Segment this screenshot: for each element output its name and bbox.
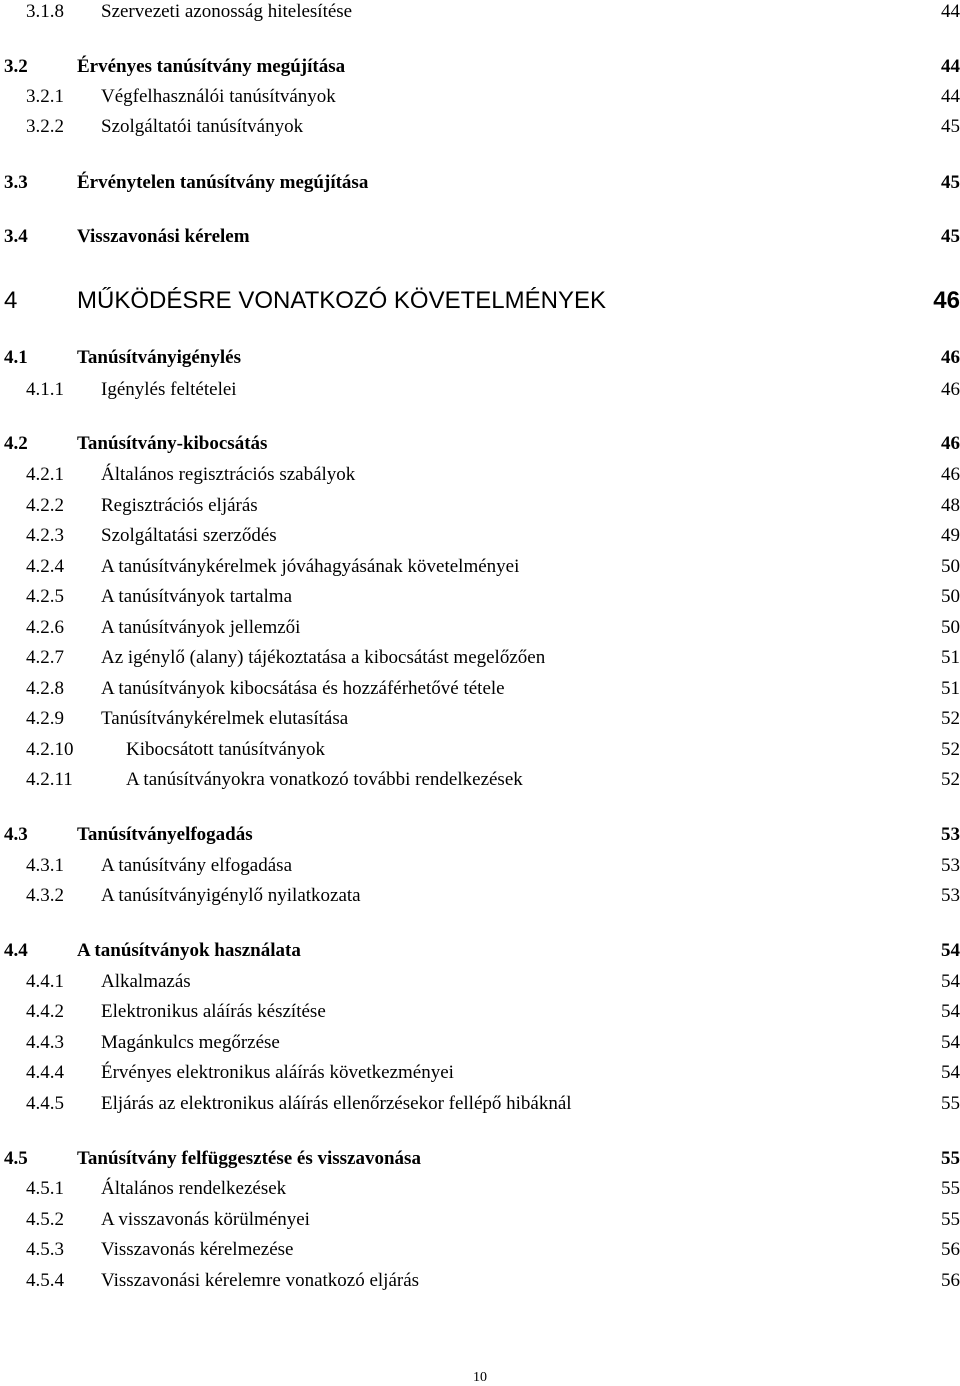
toc-entry-title: Tanúsítvány felfüggesztése és visszavonása: [77, 1148, 421, 1169]
toc-entry-title: Érvényes tanúsítvány megújítása: [77, 56, 346, 77]
toc-entry-number: 4.2.11: [26, 769, 73, 790]
toc-entry-page: 55: [941, 1209, 960, 1230]
toc-entry-page: 51: [941, 678, 960, 699]
toc-entry[interactable]: [0, 1177, 960, 1201]
toc-entry-number: 3.2: [4, 56, 28, 77]
toc-entry-number: 4.2.3: [26, 525, 64, 546]
toc-entry-page: 44: [941, 86, 960, 107]
toc-entry[interactable]: [0, 585, 960, 609]
toc-entry[interactable]: [0, 1031, 960, 1055]
toc-entry[interactable]: [0, 854, 960, 878]
toc-entry-number: 4.4.4: [26, 1062, 64, 1083]
toc-entry-page: 46: [941, 379, 960, 400]
toc-entry-page: 51: [941, 647, 960, 668]
toc-entry[interactable]: [0, 1238, 960, 1262]
toc-entry[interactable]: [0, 646, 960, 670]
toc-entry-page: 54: [941, 1032, 960, 1053]
toc-entry-page: 53: [941, 885, 960, 906]
toc-entry[interactable]: [0, 555, 960, 579]
toc-entry-page: 44: [941, 1, 960, 22]
toc-entry-title: Érvénytelen tanúsítvány megújítása: [77, 172, 369, 193]
toc-entry-number: 4.4.1: [26, 971, 64, 992]
toc-entry-page: 55: [941, 1148, 960, 1169]
toc-entry-page: 55: [941, 1093, 960, 1114]
page-number: 10: [473, 1370, 487, 1385]
toc-entry[interactable]: [0, 494, 960, 518]
toc-entry-number: 3.1.8: [26, 1, 64, 22]
toc-entry-title: Végfelhasználói tanúsítványok: [101, 86, 336, 107]
toc-entry-number: 4.2.7: [26, 647, 64, 668]
toc-entry[interactable]: [0, 738, 960, 762]
toc-entry[interactable]: [0, 616, 960, 640]
toc-entry-page: 44: [941, 56, 960, 77]
toc-entry[interactable]: [0, 346, 960, 370]
toc-entry-page: 56: [941, 1239, 960, 1260]
toc-entry[interactable]: [0, 55, 960, 79]
toc-entry-number: 4.5: [4, 1148, 28, 1169]
toc-entry[interactable]: [0, 524, 960, 548]
toc-entry-page: 53: [941, 855, 960, 876]
toc-entry-number: 4.4.2: [26, 1001, 64, 1022]
toc-entry-title: Magánkulcs megőrzése: [101, 1032, 280, 1053]
toc-entry-title: Tanúsítvány-kibocsátás: [77, 433, 268, 454]
toc-entry[interactable]: [0, 463, 960, 487]
toc-entry[interactable]: [0, 378, 960, 402]
toc-entry-page: 50: [941, 556, 960, 577]
toc-entry-number: 4.5.2: [26, 1209, 64, 1230]
toc-entry-title: Az igénylő (alany) tájékoztatása a kibocsátást megelőzően: [101, 647, 546, 668]
toc-entry-number: 4.4: [4, 940, 28, 961]
toc-entry-number: 4.1.1: [26, 379, 64, 400]
toc-entry-page: 53: [941, 824, 960, 845]
toc-entry-number: 4.2.6: [26, 617, 64, 638]
toc-entry-title: Alkalmazás: [101, 971, 191, 992]
toc-entry[interactable]: [0, 1061, 960, 1085]
toc-entry[interactable]: [0, 939, 960, 963]
toc-entry-number: 4.2.10: [26, 739, 74, 760]
toc-entry[interactable]: [0, 1147, 960, 1171]
toc-entry-title: Visszavonás kérelmezése: [101, 1239, 294, 1260]
toc-entry-number: 4: [4, 287, 18, 314]
toc-entry-title: A tanúsítványok jellemzői: [101, 617, 301, 638]
toc-entry-number: 4.2.5: [26, 586, 64, 607]
toc-entry-number: 4.5.3: [26, 1239, 64, 1260]
toc-entry-page: 52: [941, 769, 960, 790]
toc-entry-title: A visszavonás körülményei: [101, 1209, 310, 1230]
toc-entry[interactable]: [0, 285, 960, 317]
toc-entry[interactable]: [0, 884, 960, 908]
toc-entry-title: Szervezeti azonosság hitelesítése: [101, 1, 353, 22]
toc-entry-title: Kibocsátott tanúsítványok: [126, 739, 325, 760]
toc-entry-number: 4.2.9: [26, 708, 64, 729]
toc-entry-number: 4.1: [4, 347, 28, 368]
toc-entry-title: A tanúsítványok tartalma: [101, 586, 293, 607]
toc-entry-title: MŰKÖDÉSRE VONATKOZÓ KÖVETELMÉNYEK: [77, 287, 606, 314]
toc-entry-page: 52: [941, 708, 960, 729]
toc-entry-title: Eljárás az elektronikus aláírás ellenőrzésekor fellépő hibáknál: [101, 1093, 572, 1114]
toc-entry-title: A tanúsítványok kibocsátása és hozzáférhetővé tétele: [101, 678, 505, 699]
toc-entry-number: 3.2.2: [26, 116, 64, 137]
toc-entry-title: Tanúsítványelfogadás: [77, 824, 253, 845]
toc-entry-number: 4.5.1: [26, 1178, 64, 1199]
toc-entry[interactable]: [0, 707, 960, 731]
toc-entry[interactable]: [0, 1092, 960, 1116]
toc-entry-page: 52: [941, 739, 960, 760]
toc-entry-page: 45: [941, 172, 960, 193]
toc-entry-title: Visszavonási kérelemre vonatkozó eljárás: [101, 1270, 420, 1291]
toc-entry-title: Igénylés feltételei: [101, 379, 237, 400]
toc-entry[interactable]: [0, 1269, 960, 1293]
toc-entry-number: 4.4.3: [26, 1032, 64, 1053]
toc-entry-page: 49: [941, 525, 960, 546]
toc-entry-number: 4.3.1: [26, 855, 64, 876]
toc-entry[interactable]: [0, 768, 960, 792]
toc-entry-number: 3.4: [4, 226, 28, 247]
toc-entry-number: 4.2.1: [26, 464, 64, 485]
toc-entry-title: A tanúsítványkérelmek jóváhagyásának követelményei: [101, 556, 520, 577]
toc-entry-page: 46: [941, 433, 960, 454]
toc-entry-page: 46: [941, 347, 960, 368]
toc-entry-page: 56: [941, 1270, 960, 1291]
toc-entry-page: 50: [941, 586, 960, 607]
toc-entry-number: 4.2: [4, 433, 28, 454]
toc-entry[interactable]: [0, 115, 960, 139]
toc-entry-title: Szolgáltatói tanúsítványok: [101, 116, 304, 137]
toc-entry-number: 3.3: [4, 172, 28, 193]
toc-entry-title: A tanúsítványigénylő nyilatkozata: [101, 885, 361, 906]
toc-entry[interactable]: [0, 0, 960, 24]
toc-entry-page: 54: [941, 971, 960, 992]
toc-entry-title: Szolgáltatási szerződés: [101, 525, 277, 546]
toc-entry-title: Általános rendelkezések: [101, 1178, 287, 1199]
toc-entry[interactable]: [0, 970, 960, 994]
toc-entry-page: 45: [941, 226, 960, 247]
toc-entry-page: 45: [941, 116, 960, 137]
toc-entry-number: 4.3: [4, 824, 28, 845]
toc-entry-number: 4.2.4: [26, 556, 64, 577]
toc-entry[interactable]: [0, 1208, 960, 1232]
toc-entry-title: Általános regisztrációs szabályok: [101, 464, 356, 485]
toc-entry-title: A tanúsítványokra vonatkozó további rendelkezések: [126, 769, 523, 790]
toc-entry-page: 54: [941, 1062, 960, 1083]
toc-entry-page: 55: [941, 1178, 960, 1199]
toc-entry[interactable]: [0, 85, 960, 109]
toc-entry[interactable]: [0, 225, 960, 249]
toc-entry-title: A tanúsítványok használata: [77, 940, 301, 961]
toc-entry-title: Érvényes elektronikus aláírás következményei: [101, 1062, 454, 1083]
toc-entry-number: 4.4.5: [26, 1093, 64, 1114]
toc-entry-title: Elektronikus aláírás készítése: [101, 1001, 326, 1022]
toc-entry-page: 46: [941, 464, 960, 485]
toc-entry-number: 4.2.2: [26, 495, 64, 516]
toc-entry-page: 54: [941, 1001, 960, 1022]
toc-entry-number: 4.5.4: [26, 1270, 64, 1291]
toc-entry-title: Regisztrációs eljárás: [101, 495, 258, 516]
toc-entry[interactable]: [0, 823, 960, 847]
toc-entry-number: 4.3.2: [26, 885, 64, 906]
toc-entry[interactable]: [0, 432, 960, 456]
toc-entry[interactable]: [0, 1000, 960, 1024]
toc-entry-page: 54: [941, 940, 960, 961]
toc-entry-number: 3.2.1: [26, 86, 64, 107]
toc-entry-number: 4.2.8: [26, 678, 64, 699]
toc-entry-page: 48: [941, 495, 960, 516]
toc-entry[interactable]: [0, 171, 960, 195]
toc-entry[interactable]: [0, 677, 960, 701]
toc-entry-title: Visszavonási kérelem: [77, 226, 250, 247]
toc-entry-title: A tanúsítvány elfogadása: [101, 855, 293, 876]
toc-entry-page: 46: [933, 287, 960, 314]
toc-entry-title: Tanúsítványkérelmek elutasítása: [101, 708, 349, 729]
toc-entry-page: 50: [941, 617, 960, 638]
toc-entry-title: Tanúsítványigénylés: [77, 347, 242, 368]
